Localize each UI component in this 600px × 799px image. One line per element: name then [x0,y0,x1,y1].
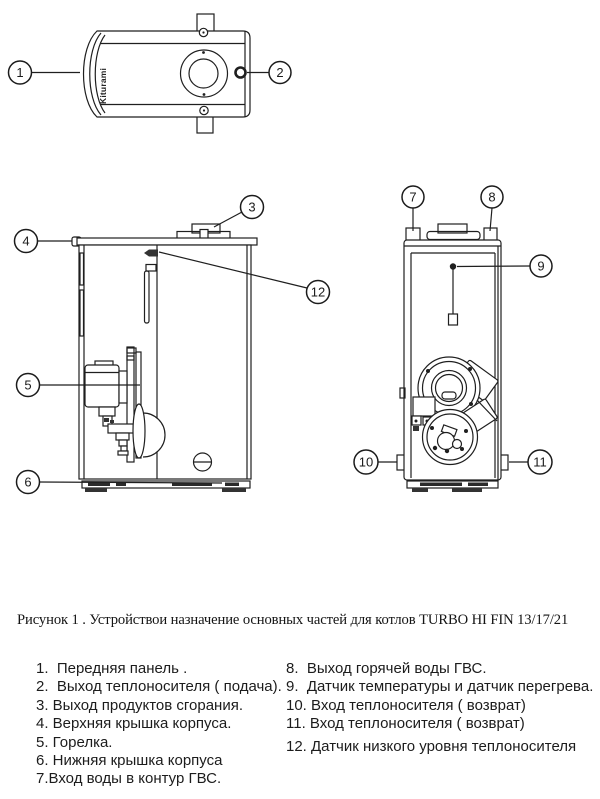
callout-2 [247,62,291,84]
svg-text:3: 3 [248,199,256,215]
boiler-side-view [72,224,257,492]
brand-label: Kiturami [98,67,108,104]
svg-text:5: 5 [24,377,32,393]
callout-7 [402,186,424,231]
parts-list-left-column [36,660,281,789]
parts-list-right-column [286,660,596,756]
callout-10 [354,450,397,474]
parts-list-item: 12. Датчик низкого уровня теплоносителя [286,737,577,755]
figure-caption: Рисунок 1 . Устройствои назначение основных частей для котлов TURBO HI FIN 13/17/21 [17,612,569,628]
callout-1 [9,61,81,84]
parts-list-item: 8. Выход горячей воды ГВС. [286,660,487,677]
bottom-cover [407,481,498,492]
svg-text:10: 10 [358,454,374,470]
parts-list-item: 11. Вход теплоносителя ( возврат) [286,715,525,733]
parts-list-item: 7.Вход воды в контур ГВС. [36,770,222,788]
parts-list-item: 9. Датчик температуры и датчик перегрева. [286,678,594,696]
callout-4 [15,230,73,253]
svg-text:6: 6 [24,474,32,490]
svg-text:12: 12 [310,284,326,300]
parts-list-item: 3. Выход продуктов сгорания. [36,696,243,714]
svg-text:1: 1 [16,65,24,80]
boiler-top-view [84,14,251,133]
parts-list-item: 5. Горелка. [36,733,113,751]
parts-list-item: 10. Вход теплоносителя ( возврат) [286,696,526,714]
callout-8 [481,186,503,231]
boiler-rear-view [397,224,508,492]
parts-list-item: 1. Передняя панель . [36,660,188,677]
callout-11 [509,450,552,474]
parts-list-item: 4. Верхняя крышка корпуса. [36,715,232,733]
parts-list-item: 6. Нижняя крышка корпуса [36,752,223,770]
svg-text:8: 8 [488,189,496,205]
callout-3 [214,196,264,228]
parts-list-item: 2. Выход теплоносителя ( подача). [36,678,282,696]
svg-text:9: 9 [537,258,545,274]
svg-text:7: 7 [409,189,417,205]
svg-text:4: 4 [22,233,30,249]
svg-text:11: 11 [533,454,547,470]
svg-text:2: 2 [276,65,284,80]
screw-icon [194,453,212,471]
